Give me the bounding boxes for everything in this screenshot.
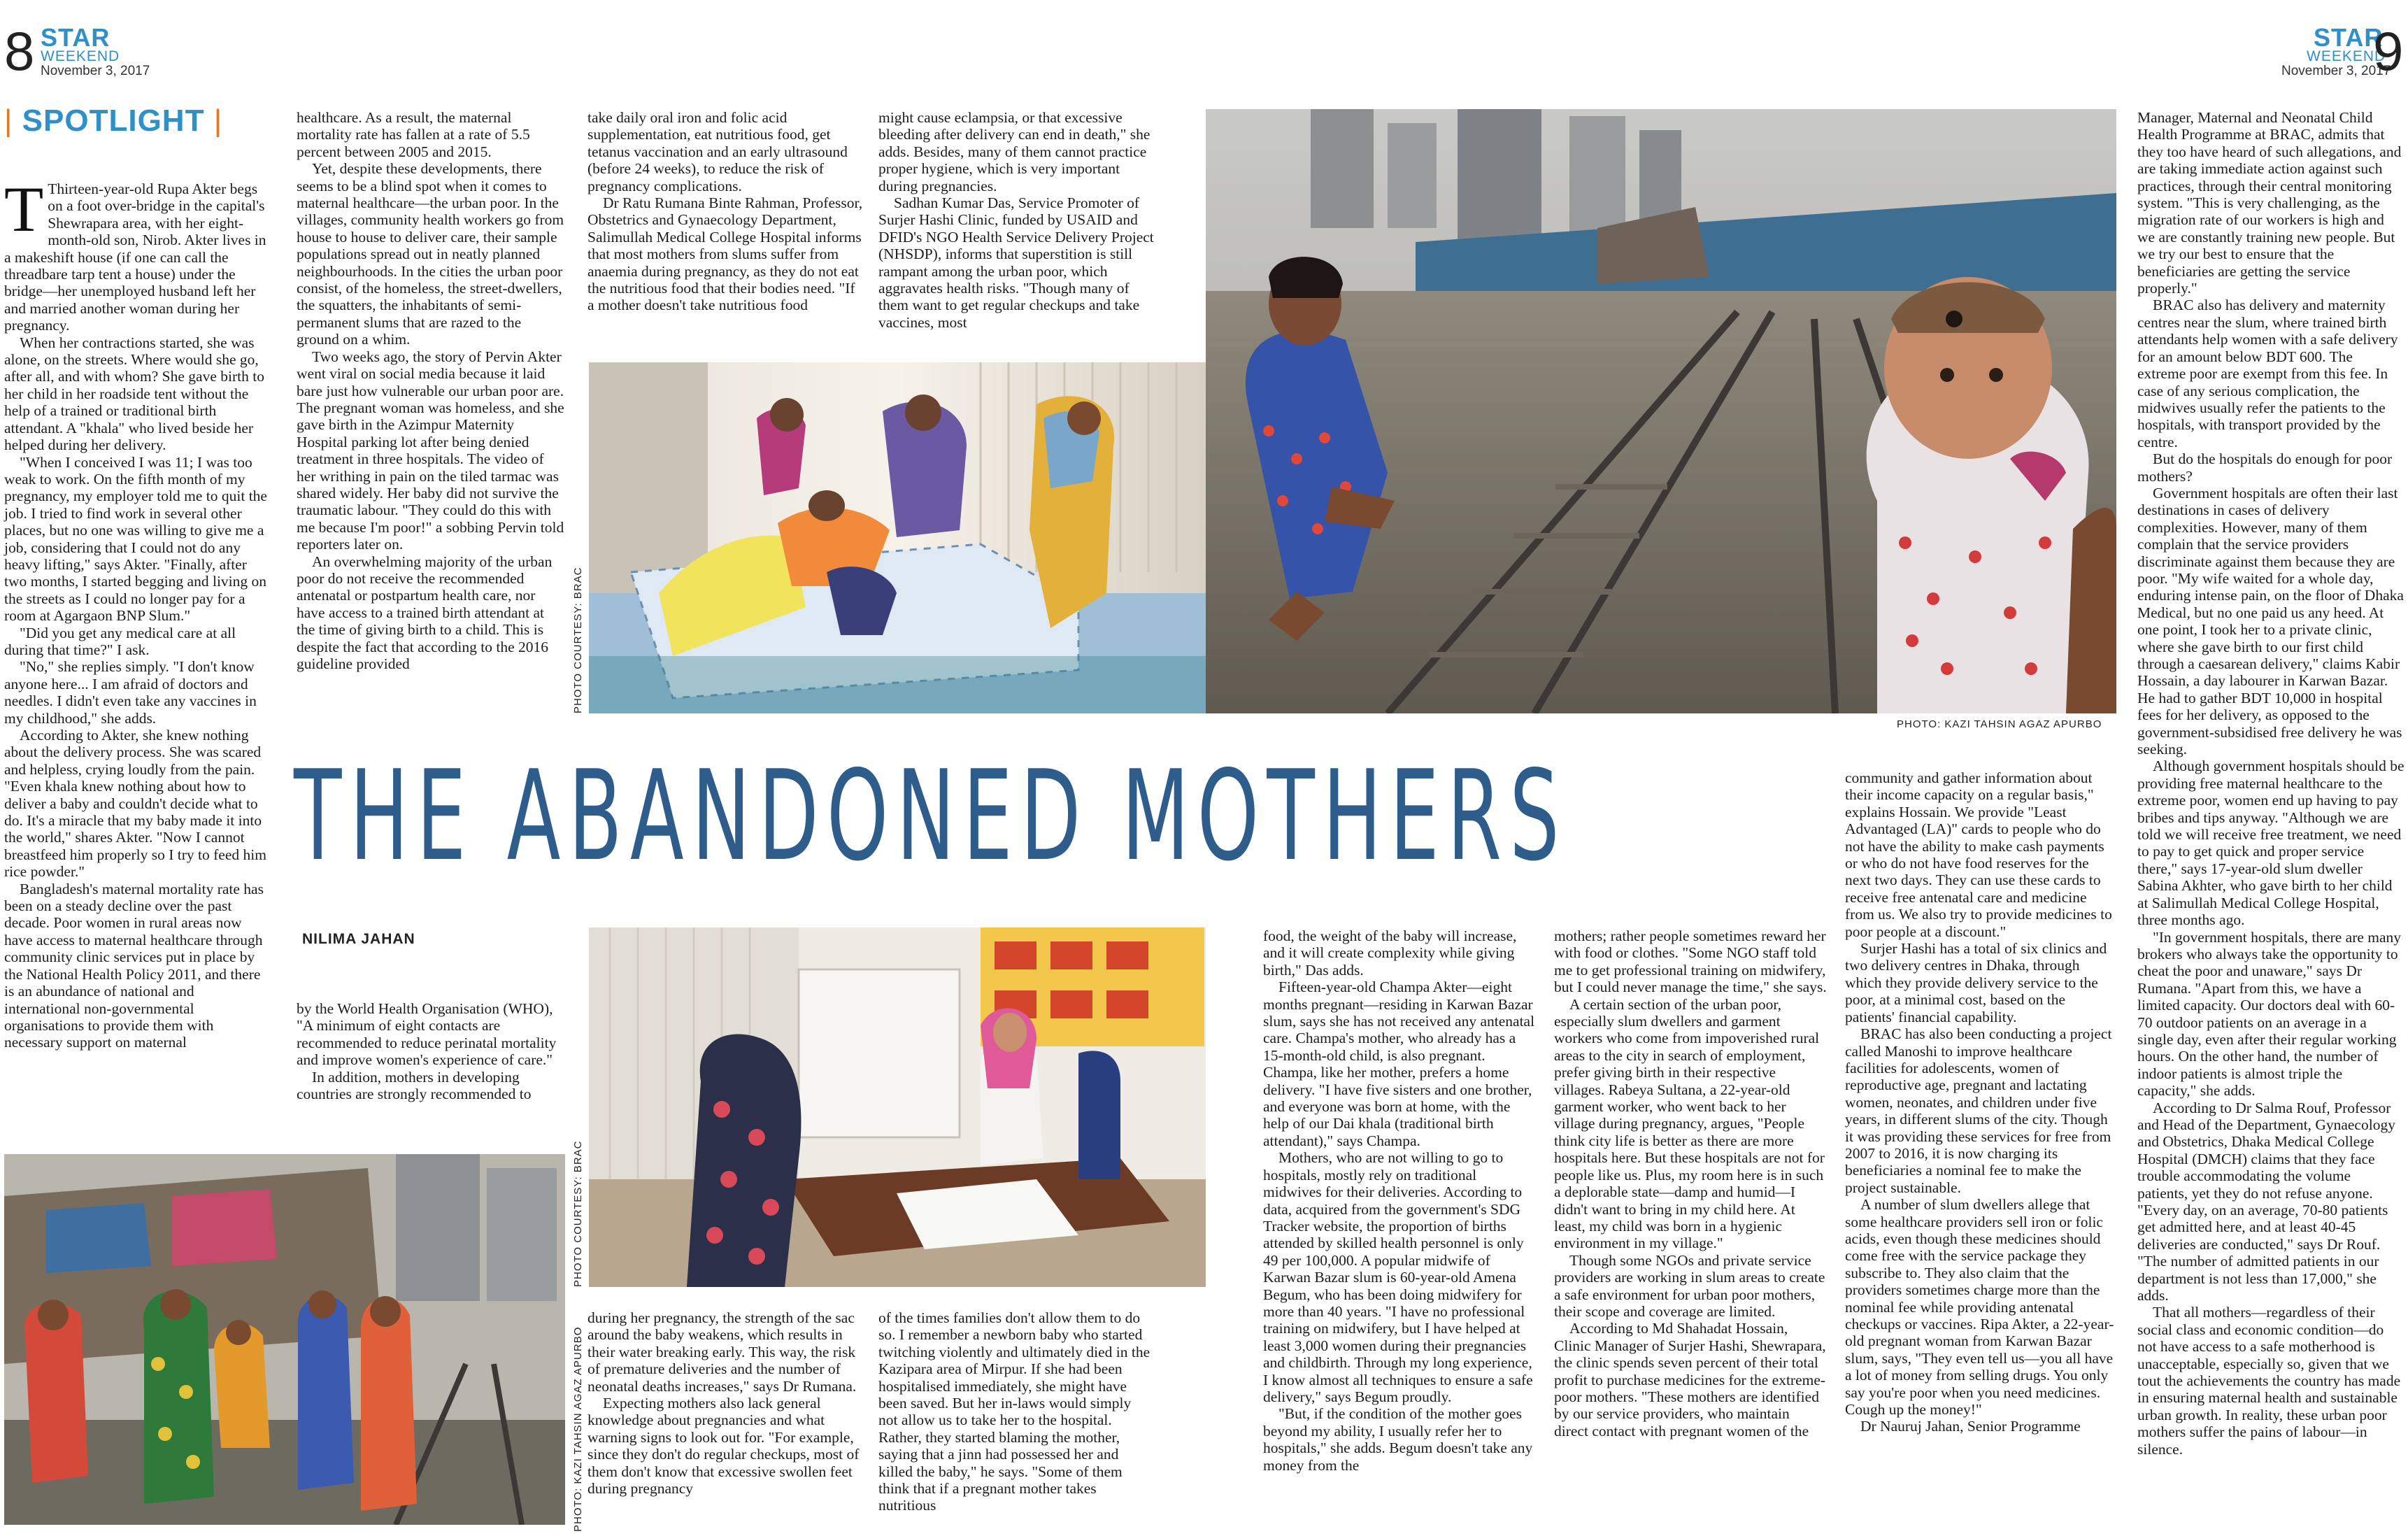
article-column-6 <box>1554 927 1827 1439</box>
paragraph: Though some NGOs and private service providers are working in slum areas to create a safe environment for urban poor mothers, their scope and coverage are limited. <box>1554 1251 1825 1320</box>
paragraph: Yet, despite these developments, there seems to be a blind spot when it comes to maternal healthcare—the urban poor. In the villages, community health workers go from house to house to deliver care, their sample populations spread out in neatly planned neighbourhoods. In the cities the urban poor consist, of the homeless, the street-dwellers, the squatters, the inhabitants of semi-permanent slums that are razed to the ground on a whim. <box>297 160 564 348</box>
article-column-3-bottom <box>587 1309 863 1497</box>
article-column-4-top <box>878 109 1154 331</box>
brand-sub-right: WEEKEND <box>2307 48 2386 64</box>
paragraph: Fifteen-year-old Champa Akter—eight months pregnant—residing in Karwan Bazar slum, says she has not received any antenatal care. Champa's mother, who already has a 15-month-old child, is also pregnant. Champa, like her mother, prefers a home delivery. "I have five sisters and one brother, and everyone was born at home, with the help of our Dai khala (traditional birth attendant)," says Champa. <box>1263 979 1535 1149</box>
paragraph: When her contractions started, she was alone, on the streets. Where would she go, after all, and with whom? She gave birth to her child in her roadside tent without the help of a trained or traditional birth attendant. A "khala" who lived beside her helped during her delivery. <box>4 334 264 454</box>
photo-slum-mothers <box>4 1154 565 1525</box>
paragraph: healthcare. As a result, the maternal mortality rate has fallen at a rate of 5.5 percent between 2005 and 2015. <box>297 109 530 160</box>
paragraph: community and gather information about their income capacity on a regular basis," explains Hossain. We provide "Least Advantaged (LA)" cards to people who do not have the ability to make cash payments or who do not have food reserves for the next two days. They can use these cards to receive free antenatal care and medicine from us. We also try to provide medicines to poor people at a discount." <box>1845 769 2112 940</box>
paragraph: "No," she replies simply. "I don't know anyone here... I am afraid of doctors and needles. I didn't even take any vaccines in my childhood," she adds. <box>4 658 257 727</box>
paragraph: According to Md Shahadat Hossain, Clinic Manager of Surjer Hashi, Shewrapara, the clinic spends seven percent of their total profit to purchase medicines for the extreme-poor mothers. "These mothers are identified by our service providers, who maintain direct contact with pregnant women of the <box>1554 1320 1826 1439</box>
paragraph: That all mothers—regardless of their social class and economic condition—do not have access to a safe motherhood is unacceptable, especially so, given that we tout the achievements the country has made in ensuring maternal health and sustainable urban growth. In reality, these urban poor mothers suffer the pains of labour—in silence. <box>2137 1304 2401 1458</box>
photo-credit-brac-top: PHOTO COURTESY: BRAC <box>572 567 584 713</box>
paragraph: "Did you get any medical care at all during that time?" I ask. <box>4 624 236 658</box>
article-column-2-bottom <box>297 1000 565 1102</box>
paragraph: during her pregnancy, the strength of the sac around the baby weakens, which results in their water breaking early. This way, the risk of premature deliveries and the number of neonatal deaths increases," says Dr Rumana. <box>587 1309 857 1395</box>
brand-logo-left: STAR <box>41 23 111 52</box>
paragraph: BRAC has also been conducting a project called Manoshi to improve healthcare facilities for adolescents, women of reproductive age, pregnant and lactating women, neonates, and children under five years, in different slums of the city. Though it was providing these services for free from 2007 to 2016, it is now charging its beneficiaries a nominal fee to make the project sustainable. <box>1845 1025 2112 1196</box>
paragraph: Dr Ratu Rumana Binte Rahman, Professor, Obstetrics and Gynaecology Department, Salimullah Medical College Hospital informs that most mothers from slums suffer from anaemia during pregnancy, as they do not eat the nutritious food that their bodies need. "If a mother doesn't take nutritious food <box>587 194 863 314</box>
article-column-2-top <box>297 109 565 672</box>
byline: NILIMA JAHAN <box>302 931 415 947</box>
photo-credit-railway: PHOTO: KAZI TAHSIN AGAZ APURBO <box>1897 718 2102 730</box>
photo-slum-illustration <box>4 1154 565 1525</box>
photo-railway-slum <box>1206 109 2116 713</box>
paragraph <box>4 173 270 334</box>
article-column-7 <box>1845 769 2118 1435</box>
brand-logo-right: STAR <box>2314 23 2384 52</box>
paragraph: Bangladesh's maternal mortality rate has been on a steady decline over the past decade. Poor women in rural areas now have access to maternal healthcare through community clinic services put in place by the National Health Policy 2011, and there is an abundance of national and international non-governmental organisations to provide them with necessary support on maternal <box>4 880 264 1051</box>
brand-sub-left: WEEKEND <box>41 48 120 64</box>
page-number-right: 9 <box>2373 20 2404 82</box>
paragraph: of the times families don't allow them to do so. I remember a newborn baby who started twitching violently and ultimately died in the Kazipara area of Mirpur. If she had been hospitalised immediately, she might have been saved. But her in-laws would simply not allow us to take her to the hospital. Rather, they started blaming the mother, saying that a jinn had possessed her and killed the baby," he says. "Some of them think that if a pregnant mother takes nutritious <box>878 1309 1150 1514</box>
section-label <box>4 104 222 138</box>
paragraph: "In government hospitals, there are many brokers who always take the opportunity to cheat the poor and unaware," says Dr Rumana. "Apart from this, we have a limited capacity. Our doctors deal with 60-70 outdoor patients on an average in a single day, even after their regular working hours. On the other hand, the number of indoor patients is almost triple the capacity," she adds. <box>2137 928 2402 1100</box>
paragraph: In addition, mothers in developing countries are strongly recommended to <box>297 1068 532 1103</box>
paragraph: might cause eclampsia, or that excessive bleeding after delivery can end in death," she adds. Besides, many of them cannot practice proper hygiene, which is very important during pregnancies. <box>878 109 1150 194</box>
paragraph: "When I conceived I was 11; I was too weak to work. On the fifth month of my pregnancy, my employer told me to quit the job. I tried to find work in several other places, but no one was willing to give me a job, considering that I could not do any heavy lifting," says Akter. "Finally, after two months, I started begging and living on the streets as I could no longer pay for a room at Agargaon BNP Slum." <box>4 453 267 625</box>
paragraph: Expecting mothers also lack general knowledge about pregnancies and what warning signs to look out for. "For example, since they don't do regular checkups, most of them don't know that excessive swollen feet during pregnancy <box>587 1395 860 1498</box>
page-number-left: 8 <box>4 20 35 82</box>
article-headline: THE ABANDONED MOTHERS <box>294 744 1567 888</box>
dropcap: T <box>4 173 44 245</box>
photo-consultation <box>589 927 1206 1287</box>
paragraph: Sadhan Kumar Das, Service Promoter of Surjer Hashi Clinic, funded by USAID and DFID's NGO Health Service Delivery Project (NHSDP), informs that superstition is still rampant among the urban poor, which aggravates health risks. "Though many of them want to get regular checkups and take vaccines, most <box>878 194 1154 331</box>
paragraph: take daily oral iron and folic acid supplementation, eat nutritious food, get tetanus vaccination and an early ultrasound (before 24 weeks), to reduce the risk of pregnancy complications. <box>587 109 848 194</box>
paragraph: Two weeks ago, the story of Pervin Akter went viral on social media because it laid bare just how vulnerable our urban poor are. The pregnant woman was homeless, and she gave birth in the Azimpur Maternity Hospital parking lot after being denied treatment in three hospitals. The video of her writhing in pain on the tiled tarmac was shared widely. Her baby did not survive the traumatic labour. "They could do this with me because I'm poor!" a sobbing Pervin told reporters later on. <box>297 348 564 553</box>
article-column-1 <box>4 173 270 1051</box>
paragraph-text: Thirteen-year-old Rupa Akter begs on a foot over-bridge in the capital's Shewrapara area, with her eight-month-old son, Nirob. Akter lives in a makeshift house (if one can call the threadbare tarp tent a house) under the bridge—her unemployed husband left her and married another woman during her pregnancy. <box>4 180 266 334</box>
paragraph: Manager, Maternal and Neonatal Child Health Programme at BRAC, admits that they too have heard of such allegations, and are taking immediate action against such practices, through their central monitoring system. "This is very challenging, as the migration rate of our workers is high and we are constantly training new people. But we try our best to ensure that the beneficiaries are getting the service properly." <box>2137 109 2402 297</box>
article-column-5 <box>1263 927 1536 1474</box>
article-column-3-top <box>587 109 863 314</box>
paragraph: But do the hospitals do enough for poor mothers? <box>2137 450 2393 485</box>
paragraph: Mothers, who are not willing to go to hospitals, mostly rely on traditional midwives for their deliveries. According to data, acquired from the government's SDG Tracker website, the proportion of births attended by skilled health personnel is only 49 per 100,000. A popular midwife of Karwan Bazar slum is 60-year-old Amena Begum, who has been doing midwifery for more than 40 years. "I have no professional training on midwifery, but I have helped at least 3,000 women during their pregnancies and childbirth. Through my long experience, I know almost all techniques to ensure a safe delivery," says Begum proudly. <box>1263 1149 1533 1405</box>
paragraph: Surjer Hashi has a total of six clinics and two delivery centres in Dhaka, through which they provide delivery service to the poor, at a minimal cost, based on the patients' financial capability. <box>1845 940 2107 1025</box>
paragraph: Government hospitals are often their last destinations in cases of delivery complexities. However, many of them complain that the service providers discriminate against them because they are poor. "My wife waited for a whole day, enduring intense pain, on the floor of Dhaka Medical, but no one paid us any heed. At one point, I took her to a private clinic, where she gave birth to our first child through a caesarean delivery," claims Kabir Hossain, a day labourer in Karwan Bazar. He had to gather BDT 10,000 in hospital fees for her delivery, as opposed to the government-subsidised free delivery he was seeking. <box>2137 484 2404 758</box>
paragraph: "But, if the condition of the mother goes beyond my ability, I usually refer her to hospitals," she adds. Begum doesn't take any money from the <box>1263 1405 1533 1474</box>
paragraph: According to Dr Salma Rouf, Professor and Head of the Department, Gynaecology and Obstetrics, Dhaka Medical College Hospital (DMCH) claims that they face trouble accommodating the volume patients, yet they do not refuse anyone. "Every day, on an average, 70-80 patients get admitted here, and at least 40-45 deliveries are conducted," says Dr Rouf. "The number of admitted patients in our department is not less than 17,000," she adds. <box>2137 1099 2395 1304</box>
section-bar-left: | <box>4 104 13 138</box>
paragraph: food, the weight of the baby will increase, and it will create complexity while giving birth," Das adds. <box>1263 927 1517 979</box>
photo-railway-illustration <box>1206 109 2116 713</box>
article-column-4-bottom <box>878 1309 1154 1514</box>
photo-clinic-bed-illustration <box>589 362 1206 713</box>
photo-clinic-bed <box>589 362 1206 713</box>
photo-credit-brac-bottom: PHOTO COURTESY: BRAC <box>572 1140 584 1287</box>
photo-credit-slum: PHOTO: KAZI TAHSIN AGAZ APURBO <box>572 1326 584 1532</box>
issue-date-left: November 3, 2017 <box>41 64 150 78</box>
article-column-8 <box>2137 109 2405 1458</box>
paragraph: Although government hospitals should be providing free maternal healthcare to the extreme poor, women end up having to pay bribes and tips anyway. "Although we are told we will receive free treatment, we need to pay to get quick and proper service there," says 17-year-old slum dweller Sabina Akhter, who gave birth to her child at Salimullah Medical College Hospital, three months ago. <box>2137 758 2405 929</box>
section-label-text: SPOTLIGHT <box>22 104 205 138</box>
paragraph: BRAC also has delivery and maternity centres near the slum, where trained birth attendants help women with a safe delivery for an amount below BDT 600. The extreme poor are exempt from this fee. In case of any serious complication, the midwives usually refer the patients to the hospitals, with transport provided by the centre. <box>2137 297 2398 450</box>
section-bar-right: | <box>213 104 223 138</box>
photo-consultation-illustration <box>589 927 1206 1287</box>
issue-date-right: November 3, 2017 <box>2281 64 2391 78</box>
paragraph: Dr Nauruj Jahan, Senior Programme <box>1860 1418 2081 1435</box>
paragraph: by the World Health Organisation (WHO), "A minimum of eight contacts are recommended to reduce perinatal mortality and improve women's experience of care." <box>297 1000 557 1069</box>
paragraph: mothers; rather people sometimes reward her with food or clothes. "Some NGO staff told me to get professional training on midwifery, but I could never manage the time," she says. <box>1554 927 1827 996</box>
paragraph: A certain section of the urban poor, especially slum dwellers and garment workers who come from impoverished rural areas to the city in search of employment, prefer giving birth in their respective villages. Rabeya Sultana, a 22-year-old garment worker, who went back to her village during pregnancy, argues, "People think city life is better as there are more hospitals here. But these hospitals are not for people like us. Plus, my room here is in such a deplorable state—damp and humid—I didn't want to bring in my child here. At least, my child was born in a hygienic environment in my village." <box>1554 995 1825 1252</box>
paragraph: A number of slum dwellers allege that some healthcare providers sell iron or folic acids, even though these medicines should come free with the service package they subscribe to. They also claim that the providers sometimes charge more than the nominal fee while providing antenatal checkups or vaccines. Ripa Akter, a 22-year-old pregnant woman from Karwan Bazar slum, says, "They even tell us—you all have a lot of money from selling drugs. You only say you're poor when you need medicines. Cough up the money!" <box>1845 1196 2114 1418</box>
paragraph: An overwhelming majority of the urban poor do not receive the recommended antenatal or postpartum health care, nor have access to a trained birth attendant at the time of giving birth to a child. This is despite the fact that according to the 2016 guideline provided <box>297 553 553 672</box>
paragraph: According to Akter, she knew nothing about the delivery process. She was scared and helpless, crying loudly from the pain. "Even khala knew nothing about how to deliver a baby and couldn't decide what to do. It's a miracle that my baby made it into the world," shares Akter. "Now I cannot breastfeed him properly so I try to feed him rice powder." <box>4 727 266 881</box>
